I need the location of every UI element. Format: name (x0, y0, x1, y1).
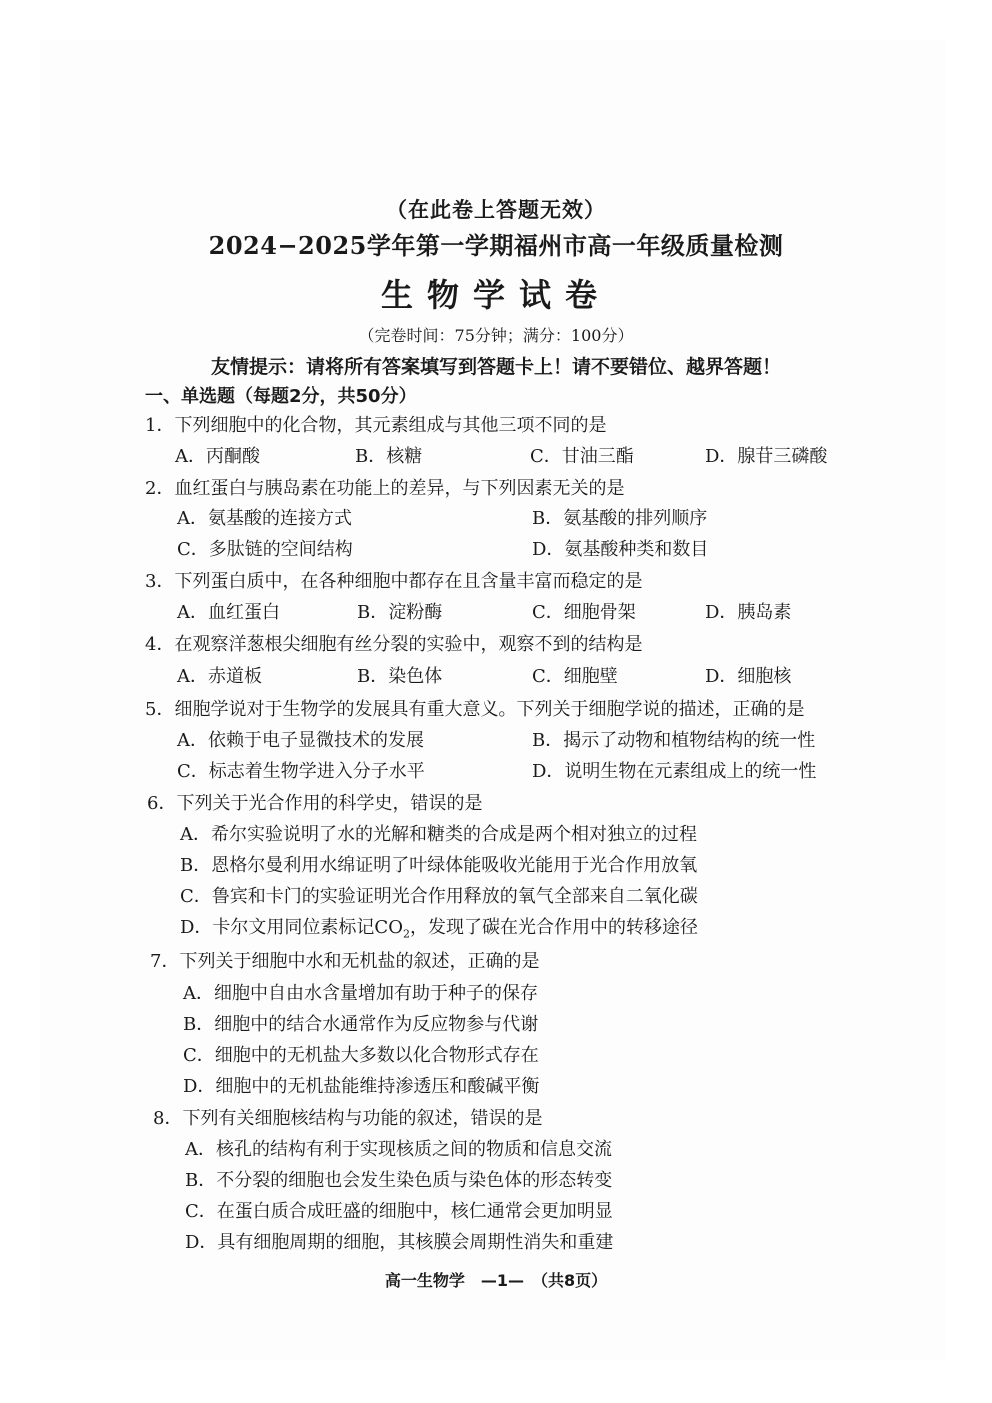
question-1-stem: 1．下列细胞中的化合物，其元素组成与其他三项不同的是 (145, 415, 607, 436)
question-8-option-d: D．具有细胞周期的细胞，其核膜会周期性消失和重建 (185, 1232, 614, 1253)
question-5-option-c: C．标志着生物学进入分子水平 (177, 761, 425, 782)
question-8-option-b: B．不分裂的细胞也会发生染色质与染色体的形态转变 (185, 1170, 613, 1191)
question-6-option-a: A．希尔实验说明了水的光解和糖类的合成是两个相对独立的过程 (180, 824, 697, 845)
exam-title: 2024−2025学年第一学期福州市高一年级质量检测 (208, 231, 784, 260)
question-2-option-b: B．氨基酸的排列顺序 (532, 508, 708, 529)
section-title: 一、单选题（每题2分，共50分） (145, 386, 417, 407)
question-3-option-a: A．血红蛋白 (177, 602, 280, 623)
question-3-stem: 3．下列蛋白质中，在各种细胞中都存在且含量丰富而稳定的是 (145, 571, 643, 592)
question-2-option-a: A．氨基酸的连接方式 (177, 508, 352, 529)
invalid-answer-notice: （在此卷上答题无效） (386, 198, 606, 222)
question-6-option-c: C．鲁宾和卡门的实验证明光合作用释放的氧气全部来自二氧化碳 (180, 886, 698, 907)
question-4-option-a: A．赤道板 (177, 666, 262, 687)
question-8-option-c: C．在蛋白质合成旺盛的细胞中，核仁通常会更加明显 (185, 1201, 613, 1222)
subject-title: 生物学试卷 (380, 276, 611, 314)
question-7-option-d: D．细胞中的无机盐能维持渗透压和酸碱平衡 (183, 1076, 540, 1097)
question-7-option-a: A．细胞中自由水含量增加有助于种子的保存 (183, 983, 538, 1004)
question-7-option-c: C．细胞中的无机盐大多数以化合物形式存在 (183, 1045, 539, 1066)
question-4-stem: 4．在观察洋葱根尖细胞有丝分裂的实验中，观察不到的结构是 (145, 634, 643, 655)
question-4-option-d: D．细胞核 (705, 666, 792, 687)
friendly-tip: 友情提示：请将所有答案填写到答题卡上！请不要错位、越界答题！ (210, 356, 781, 378)
question-5-option-d: D．说明生物在元素组成上的统一性 (532, 761, 817, 782)
question-2-option-d: D．氨基酸种类和数目 (532, 539, 709, 560)
question-3-option-b: B．淀粉酶 (357, 602, 443, 623)
question-8-option-a: A．核孔的结构有利于实现核质之间的物质和信息交流 (185, 1139, 612, 1160)
question-1-option-d: D．腺苷三磷酸 (705, 446, 828, 467)
question-7-option-b: B．细胞中的结合水通常作为反应物参与代谢 (183, 1014, 539, 1035)
question-6-stem: 6．下列关于光合作用的科学史，错误的是 (147, 793, 483, 814)
question-6-option-d: D．卡尔文用同位素标记$CO_2$，发现了碳在光合作用中的转移途径 (180, 917, 698, 941)
question-2-option-c: C．多肽链的空间结构 (177, 539, 353, 560)
question-1-option-c: C．甘油三酯 (530, 446, 634, 467)
question-8-stem: 8．下列有关细胞核结构与功能的叙述，错误的是 (153, 1108, 543, 1129)
question-4-option-c: C．细胞壁 (532, 666, 618, 687)
question-7-stem: 7．下列关于细胞中水和无机盐的叙述，正确的是 (150, 951, 540, 972)
question-4-option-b: B．染色体 (357, 666, 443, 687)
question-1-option-b: B．核糖 (355, 446, 423, 467)
question-1-option-a: A．丙酮酸 (175, 446, 260, 467)
question-3-option-c: C．细胞骨架 (532, 602, 636, 623)
question-5-option-b: B．揭示了动物和植物结构的统一性 (532, 730, 816, 751)
exam-time-score: （完卷时间：75分钟；满分：100分） (358, 326, 634, 345)
question-3-option-d: D．胰岛素 (705, 602, 792, 623)
question-6-option-b: B．恩格尔曼利用水绵证明了叶绿体能吸收光能用于光合作用放氧 (180, 855, 698, 876)
question-2-stem: 2．血红蛋白与胰岛素在功能上的差异，与下列因素无关的是 (145, 478, 625, 499)
question-5-stem: 5．细胞学说对于生物学的发展具有重大意义。下列关于细胞学说的描述，正确的是 (145, 699, 805, 720)
question-5-option-a: A．依赖于电子显微技术的发展 (177, 730, 424, 751)
page-footer: 高一生物学 —1— （共8页） (384, 1271, 608, 1290)
